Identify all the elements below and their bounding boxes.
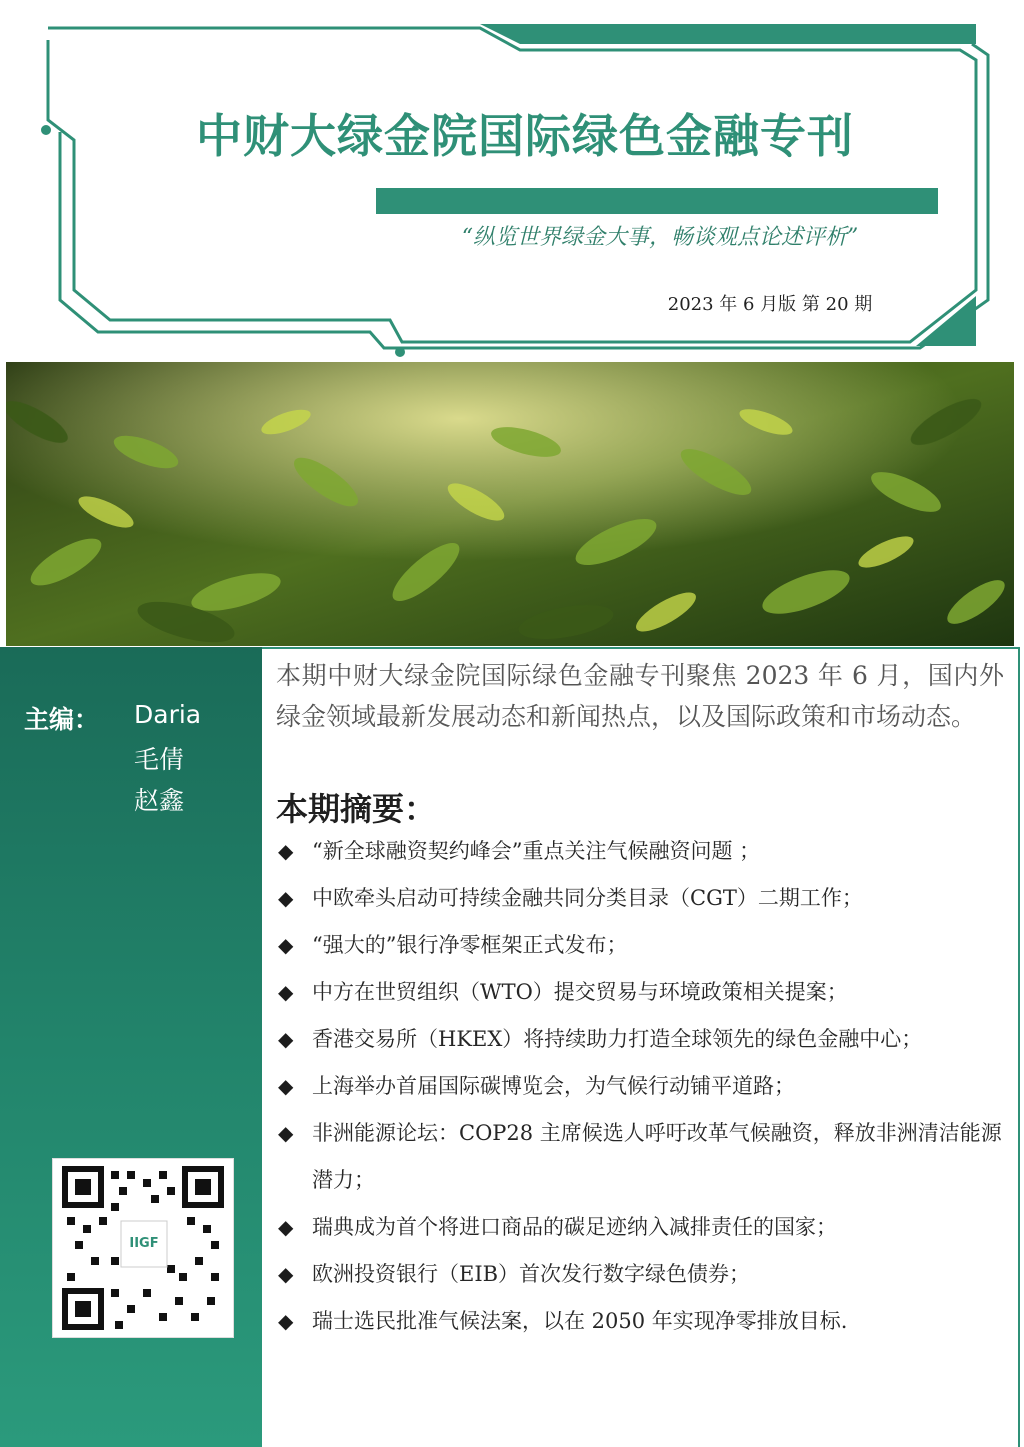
- diamond-bullet-icon: ◆: [278, 1027, 294, 1051]
- intro-paragraph: 本期中财大绿金院国际绿色金融专刊聚焦 2023 年 6 月，国内外绿金领域最新发展动态和新闻热点，以及国际政策和市场动态。: [276, 661, 1004, 731]
- list-item-text: 香港交易所（HKEX）将持续助力打造全球领先的绿色金融中心；: [312, 1027, 923, 1051]
- qr-code: [52, 1158, 234, 1338]
- editor-label: 主编：: [24, 705, 100, 734]
- tagline: “纵览世界绿金大事，畅谈观点论述评析”: [461, 225, 859, 250]
- diamond-bullet-icon: ◆: [278, 1262, 294, 1286]
- list-item-text: 欧洲投资银行（EIB）首次发行数字绿色债券；: [312, 1262, 751, 1286]
- list-item-text: “强大的”银行净零框架正式发布；: [312, 933, 628, 957]
- list-item: [276, 1063, 1004, 1110]
- tea-leaves-photo-icon: [6, 362, 1014, 646]
- diamond-bullet-icon: ◆: [278, 1309, 294, 1333]
- diamond-bullet-icon: ◆: [278, 839, 294, 863]
- editor-name: 赵鑫: [134, 786, 185, 815]
- issue-info: 2023 年 6 月版 第 20 期: [667, 294, 873, 315]
- list-item-text: 中方在世贸组织（WTO）提交贸易与环境政策相关提案；: [312, 980, 848, 1004]
- list-item: [276, 1204, 1004, 1251]
- page-title: 中财大绿金院国际绿色金融专刊: [196, 109, 854, 163]
- qr-logo-text: IIGF: [129, 1236, 159, 1251]
- diamond-bullet-icon: ◆: [278, 980, 294, 1004]
- list-item: [276, 922, 1004, 969]
- list-item-text: 上海举办首届国际碳博览会，为气候行动铺平道路；: [312, 1074, 795, 1098]
- qr-code-icon: [53, 1159, 233, 1337]
- list-item: [276, 875, 1004, 922]
- diamond-bullet-icon: ◆: [278, 886, 294, 910]
- summary-heading: 本期摘要：: [276, 790, 437, 828]
- editor-name: Daria: [134, 700, 202, 729]
- list-item: [276, 969, 1004, 1016]
- list-item-text: 中欧牵头启动可持续金融共同分类目录（CGT）二期工作；: [312, 886, 863, 910]
- banner-image: [6, 362, 1014, 646]
- list-item: [276, 1016, 1004, 1063]
- diamond-bullet-icon: ◆: [278, 1215, 294, 1239]
- list-item: [276, 1110, 1004, 1204]
- list-item-text: 瑞典成为首个将进口商品的碳足迹纳入减排责任的国家；: [312, 1215, 837, 1239]
- editor-name: 毛倩: [134, 745, 185, 774]
- list-item-text: 非洲能源论坛：COP28 主席候选人呼吁改革气候融资，释放非洲清洁能源潜力；: [312, 1121, 1002, 1192]
- diamond-bullet-icon: ◆: [278, 1121, 294, 1145]
- list-item: [276, 828, 1004, 875]
- list-item-text: 瑞士选民批准气候法案，以在 2050 年实现净零排放目标.: [312, 1309, 848, 1333]
- list-item-text: “新全球融资契约峰会”重点关注气候融资问题 ；: [312, 839, 761, 863]
- list-item: [276, 1298, 1004, 1345]
- list-item: [276, 1251, 1004, 1298]
- diamond-bullet-icon: ◆: [278, 933, 294, 957]
- diamond-bullet-icon: ◆: [278, 1074, 294, 1098]
